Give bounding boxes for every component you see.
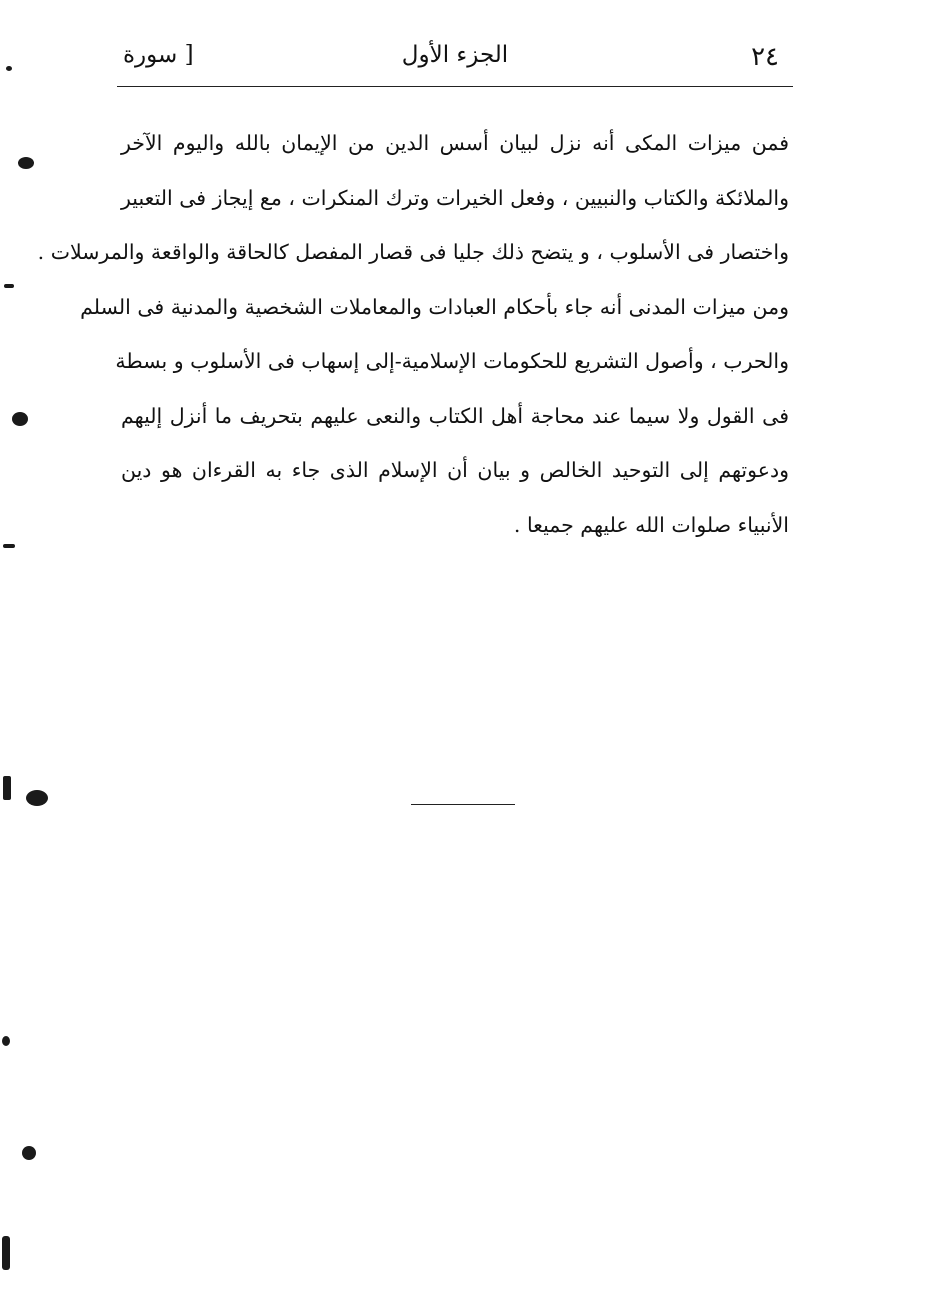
page-number: ٢٤ xyxy=(751,42,779,72)
scan-speck xyxy=(3,544,15,548)
text-line: ومن ميزات المدنى أنه جاء بأحكام العبادات والمعاملات الشخصية والمدنية فى السلم xyxy=(80,294,789,319)
scan-speck xyxy=(2,1036,10,1046)
scan-speck xyxy=(26,790,48,806)
scan-speck xyxy=(22,1146,36,1160)
scan-speck xyxy=(18,157,34,169)
scan-speck xyxy=(12,412,28,426)
body-text xyxy=(37,116,789,552)
page-header xyxy=(117,36,793,87)
surah-label: [ سورة xyxy=(123,42,194,68)
text-line: الأنبياء صلوات الله عليهم جميعا . xyxy=(513,512,789,537)
section-divider xyxy=(411,804,515,805)
text-line: والملائكة والكتاب والنبيين ، وفعل الخيرات وترك المنكرات ، مع إيجاز فى التعبير xyxy=(121,185,789,210)
text-line: والحرب ، وأصول التشريع للحكومات الإسلامية-إلى إسهاب فى الأسلوب و بسطة xyxy=(115,349,789,373)
scan-speck xyxy=(3,776,11,800)
text-line: ودعوتهم إلى التوحيد الخالص و بيان أن الإسلام الذى جاء به القرءان هو دين xyxy=(121,458,789,482)
scan-speck xyxy=(4,284,14,288)
text-line: واختصار فى الأسلوب ، و يتضح ذلك جليا فى قصار المفصل كالحاقة والواقعة والمرسلات . xyxy=(37,240,789,264)
scan-speck xyxy=(6,66,12,71)
scan-speck xyxy=(2,1236,10,1270)
text-line: فى القول ولا سيما عند محاجة أهل الكتاب والنعى عليهم بتحريف ما أنزل إليهم xyxy=(121,403,789,428)
running-title: الجزء الأول xyxy=(401,42,509,68)
text-line: فمن ميزات المكى أنه نزل لبيان أسس الدين من الإيمان بالله واليوم الآخر xyxy=(121,131,789,155)
